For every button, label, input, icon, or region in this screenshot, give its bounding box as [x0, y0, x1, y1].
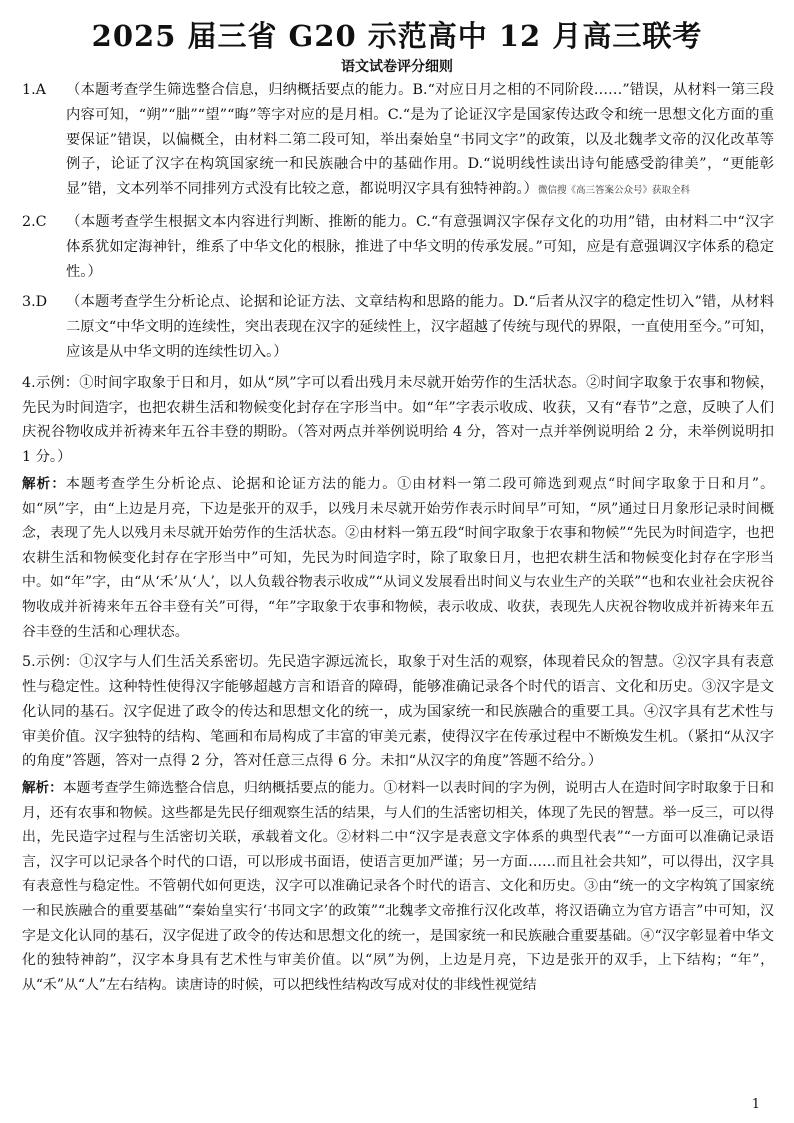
answer-item-4 [22, 371, 774, 644]
answer-text [22, 650, 774, 774]
answer-text [22, 371, 774, 470]
answer-body: （本题考查学生分析论点、论据和论证方法、文章结构和思路的能力。D.“后者从汉字的稳定性切入”错，从材料二原文“中华文明的连续性，突出表现在汉字的延续性上，汉字超越了传统与现代的界限，一直使用至今。”可知，应该是从中华文明的连续性切入。） [66, 294, 775, 360]
page-subtitle: 语文试卷评分细则 [341, 59, 453, 75]
answer-item-5 [22, 650, 774, 997]
answer-body: 示例：①时间字取象于日和月，如从“夙”字可以看出残月未尽就开始劳作的生活状态。②时间字取象于农事和物候，先民为时间造字，也把农耕生活和物候变化封存在字形当中。如“年”字表示收成、收获，又有“春节”之意，反映了人们庆祝谷物收成并祈祷来年五谷丰登的期盼。（答对两点并举例说明给 4 分，答对一点并举例说明给 2 分，未举例说明扣 1 分。） [22, 374, 774, 466]
answer-item-2 [22, 210, 774, 284]
page-title: 2025 届三省 G20 示范高中 12 月高三联考 [91, 19, 703, 53]
answer-list [22, 78, 774, 1003]
question-number: 5. [22, 654, 36, 671]
answer-body: （本题考查学生筛选整合信息，归纳概括要点的能力。B.“对应日月之相的不同阶段……”错误，从材料一第三段内容可知，“朔”“朏”“望”“晦”等字对应的是月相。C.“是为了论证汉字是国家传达政令和统一思想文化方面的重要保证”错误，以偏概全，由材料二第二段可知，举出秦始皇“书同文字”的政策，以及北魏孝文帝的汉化改革等例子，论证了汉字在构筑国家统一和民族融合中的基础作用。D.“说明线性读出诗句能感受韵律美”，“更能彰显”错，文本列举不同排列方式没有比较之意，都说明汉字具有独特神韵。） [66, 82, 774, 198]
answer-body: 示例：①汉字与人们生活关系密切。先民造字源远流长，取象于对生活的观察，体现着民众的智慧。②汉字具有表意性与稳定性。这种特性使得汉字能够超越方言和语音的障碍，能够准确记录各个时代的语言、文化和历史。③汉字是文化认同的基石。汉字促进了政令的传达和思想文化的统一，成为国家统一和民族融合的重要工具。④汉字具有艺术性与审美价值。汉字独特的结构、笔画和布局构成了丰富的审美元素，使得汉字在传承过程中不断焕发生机。（紧扣“从汉字的角度”答题，答对一点得 2 分，答对任意三点得 6 分。未扣“从汉字的角度”答题不给分。） [22, 654, 774, 770]
analysis-label: 解析： [22, 780, 63, 797]
analysis-text [22, 472, 774, 644]
question-number: 2.C [22, 213, 47, 230]
answer-item-1 [22, 78, 774, 204]
page-number: 1 [751, 1097, 760, 1112]
analysis-body: 本题考查学生筛选整合信息，归纳概括要点的能力。①材料一以表时间的字为例，说明古人在造时间字时取象于日和月，还有农事和物候。这些都是先民仔细观察生活的结果，与人们的生活密切相关，体现了先民的智慧。举一反三，可以得出，先民造字过程与生活密切关联，承载着文化。②材料二中“汉字是表意文字体系的典型代表”“一方面可以准确记录语言，汉字可以记录各个时代的口语，可以形成书面语，使语言更加严谨；另一方面……而且社会共知”，可以得出，汉字具有表意性与稳定性。不管朝代如何更迭，汉字可以准确记录各个时代的语言、文化和历史。③由“统一的文字构筑了国家统一和民族融合的重要基础”“秦始皇实行‘书同文字’的政策”“北魏孝文帝推行汉化改革，将汉语确立为官方语言”中可知，汉字是文化认同的基石，汉字促进了政令的传达和思想文化的统一，是国家统一和民族融合重要基础。④“汉字彰显着中华文化的独特神韵”，汉字本身具有艺术性与审美价值。以“夙”为例，上边是月亮，下边是张开的双手，上下结构；“年”，从“禾”从“人”左右结构。读唐诗的时候，可以把线性结构改写成对仗的非线性视觉结 [22, 780, 775, 993]
question-number: 3.D [22, 294, 48, 311]
analysis-label: 解析： [22, 475, 66, 492]
answer-text [22, 290, 774, 364]
analysis-text [22, 776, 774, 997]
answer-text [22, 78, 774, 204]
answer-item-3 [22, 290, 774, 364]
question-number: 1.A [22, 82, 46, 98]
analysis-body: 本题考查学生分析论点、论据和论证方法的能力。①由材料一第二段可筛选到观点“时间字取象于日和月”。如“夙”字，由“上边是月亮，下边是张开的双手，以残月未尽就开始劳作表示时间早”可知，“夙”通过日月象形记录时间概念，表现了先人以残月未尽就开始劳作的生活状态。②由材料一第五段“时间字取象于农事和物候”“先民为时间造字，也把农耕生活和物候变化封存在字形当中”可知，先民为时间造字时，除了取象日月，也把农耕生活和物候变化封存在字形当中。如“年”字，由“从‘禾’从‘人’，以人负载谷物表示收成”“从词义发展看出时间义与农业生产的关联”“也和农业社会庆祝谷物收成并祈祷来年五谷丰登有关”可得，“年”字取象于农事和物候，表示收成、收获，表现先人庆祝谷物收成并祈祷来年五谷丰登的生活和心理状态。 [22, 475, 774, 640]
question-number: 4. [22, 374, 36, 391]
watermark-note: 微信搜《高三答案公众号》获取全科 [537, 185, 690, 197]
answer-body: （本题考查学生根据文本内容进行判断、推断的能力。C.“有意强调汉字保存文化的功用”错，由材料二中“汉字体系犹如定海神针，维系了中华文化的根脉，推进了中华文明的传承发展。”可知，应是有意强调汉字体系的稳定性。） [66, 213, 774, 280]
answer-text [22, 210, 774, 284]
